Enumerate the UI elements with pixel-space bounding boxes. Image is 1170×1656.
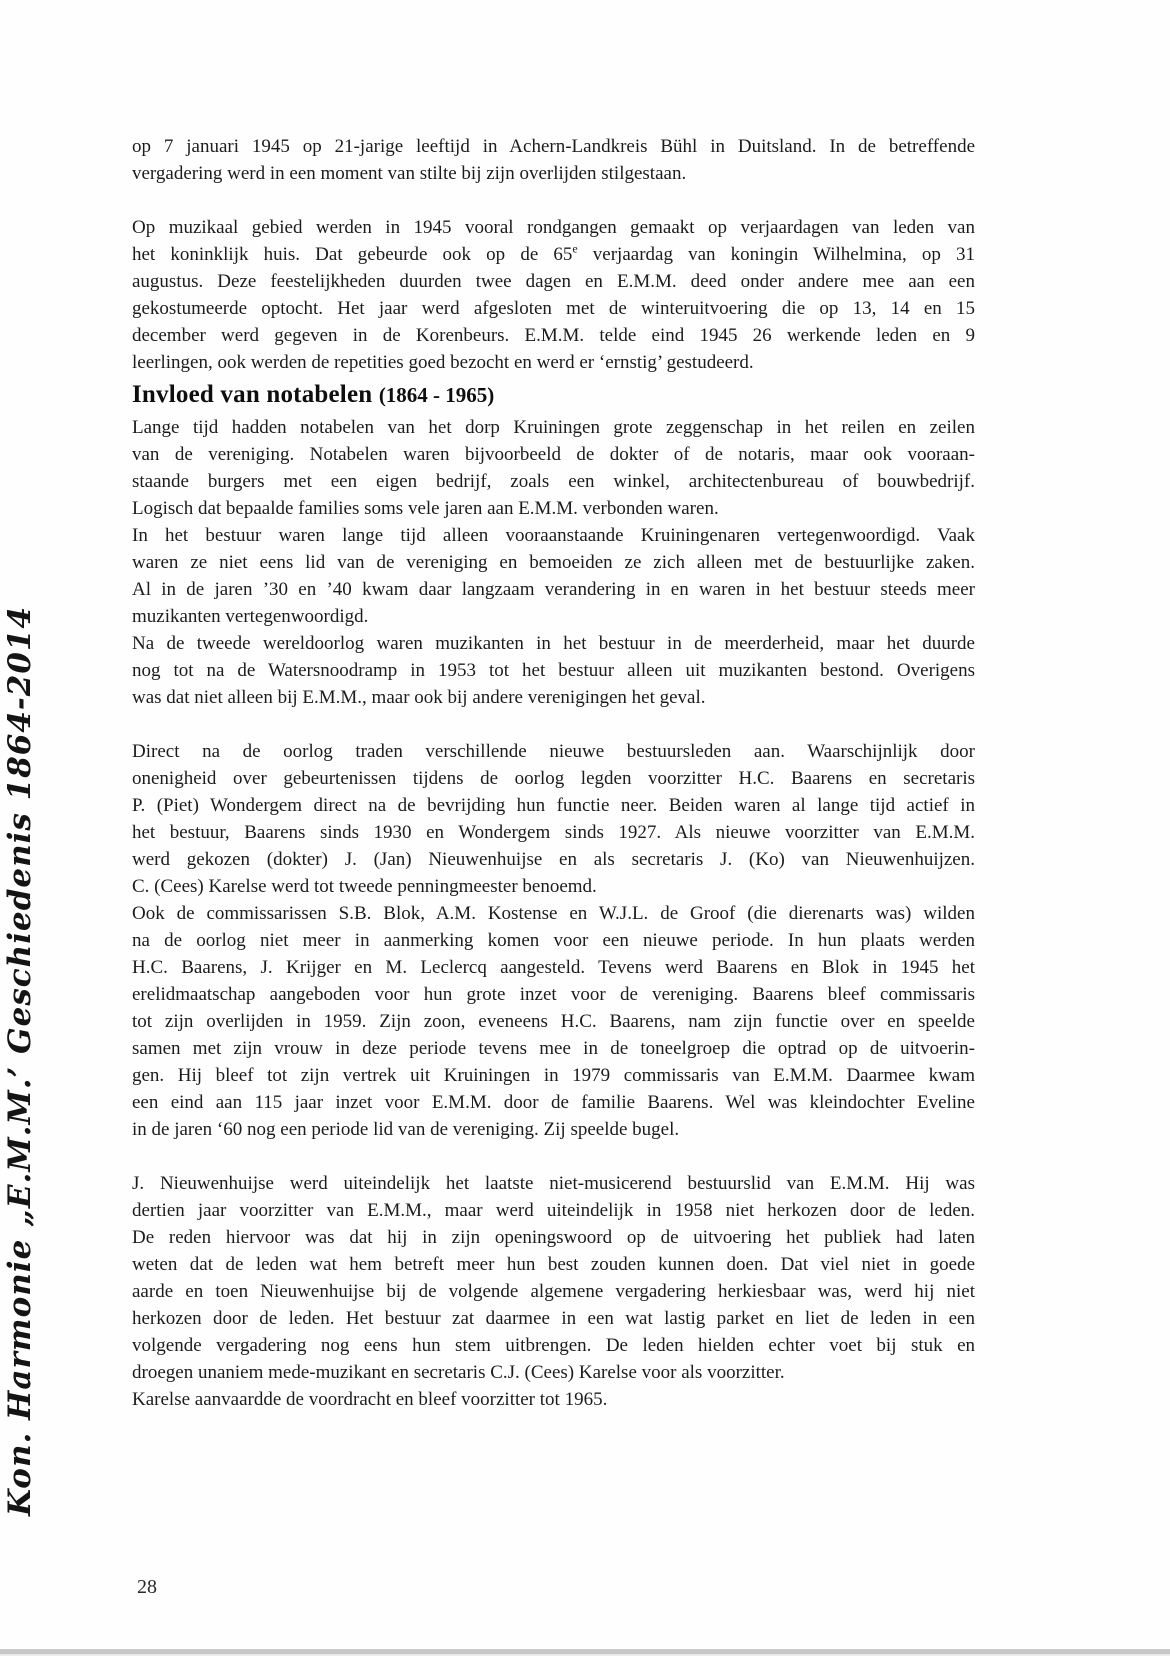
paragraph bbox=[132, 630, 975, 711]
paragraph bbox=[132, 522, 975, 630]
text-line: C. (Cees) Karelse werd tot tweede penningmeester benoemd. bbox=[132, 876, 597, 897]
text-line: een eind aan 115 jaar inzet voor E.M.M. door de familie Baarens. Wel was kleindochter Eveline bbox=[132, 1092, 975, 1113]
section-heading bbox=[132, 378, 975, 414]
text-line: dertien jaar voorzitter van E.M.M., maar werd uiteindelijk in 1958 niet herkozen door de leden. bbox=[132, 1200, 975, 1221]
text-line: Na de tweede wereldoorlog waren muzikanten in het bestuur in de meerderheid, maar het duurde bbox=[132, 633, 975, 654]
text-line: P. (Piet) Wondergem direct na de bevrijding hun functie neer. Beiden waren al lange tijd actief in bbox=[132, 795, 975, 816]
text-block bbox=[132, 133, 975, 1413]
text-line: waren ze niet eens lid van de vereniging en bemoeiden ze zich alleen met de bestuurlijke zaken. bbox=[132, 552, 975, 573]
text-line: Ook de commissarissen S.B. Blok, A.M. Kostense en W.J.L. de Groof (die dierenarts was) wilden bbox=[132, 903, 975, 924]
text-line: Direct na de oorlog traden verschillende nieuwe bestuursleden aan. Waarschijnlijk door bbox=[132, 741, 975, 762]
text-line: gen. Hij bleef tot zijn vertrek uit Kruiningen in 1979 commissaris van E.M.M. Daarmee kwam bbox=[132, 1065, 975, 1086]
paragraph bbox=[132, 900, 975, 1143]
text-line: leerlingen, ook werden de repetities goed bezocht en werd er ‘ernstig’ gestudeerd. bbox=[132, 352, 754, 373]
text-line: Karelse aanvaardde de voordracht en bleef voorzitter tot 1965. bbox=[132, 1389, 608, 1410]
text-line: van de vereniging. Notabelen waren bijvoorbeeld de dokter of de notaris, maar ook vooraan- bbox=[132, 444, 975, 465]
paragraph bbox=[132, 738, 975, 900]
text-line: aarde en toen Nieuwenhuijse bij de volgende algemene vergadering herkiesbaar was, werd hij niet bbox=[132, 1281, 975, 1302]
text-line: onenigheid over gebeurtenissen tijdens de oorlog legden voorzitter H.C. Baarens en secretaris bbox=[132, 768, 975, 789]
paragraph-gap bbox=[132, 1143, 975, 1170]
text-line: J. Nieuwenhuijse werd uiteindelijk het laatste niet-musicerend bestuurslid van E.M.M. Hij was bbox=[132, 1173, 975, 1194]
paragraph bbox=[132, 1170, 975, 1386]
text-line: Op muzikaal gebied werden in 1945 vooral rondgangen gemaakt op verjaardagen van leden van bbox=[132, 217, 975, 238]
section-heading-dates: (1864 - 1965) bbox=[378, 383, 495, 407]
text-line: nog tot na de Watersnoodramp in 1953 tot het bestuur alleen uit muzikanten bestond. Overigens bbox=[132, 660, 975, 681]
page-number: 28 bbox=[137, 1576, 157, 1598]
paragraph-gap bbox=[132, 187, 975, 214]
text-line: Logisch dat bepaalde families soms vele jaren aan E.M.M. verbonden waren. bbox=[132, 498, 719, 519]
paragraph-gap bbox=[132, 711, 975, 738]
text-line: volgende vergadering nog eens hun stem uitbrengen. De leden hielden echter voet bij stuk en bbox=[132, 1335, 975, 1356]
text-line: In het bestuur waren lange tijd alleen vooraanstaande Kruiningenaren vertegenwoordigd. Vaak bbox=[132, 525, 975, 546]
text-line: augustus. Deze feestelijkheden duurden twee dagen en E.M.M. deed onder andere mee aan een bbox=[132, 271, 975, 292]
paragraph bbox=[132, 133, 975, 187]
text-line: tot zijn overlijden in 1959. Zijn zoon, eveneens H.C. Baarens, nam zijn functie over en speelde bbox=[132, 1011, 975, 1032]
superscript: e bbox=[572, 242, 578, 256]
text-line: herkozen door de leden. Het bestuur zat daarmee in een wat lastig parket en liet de leden in een bbox=[132, 1308, 975, 1329]
text-line: samen met zijn vrouw in deze periode tevens mee in de toneelgroep die optrad op de uitvoerin- bbox=[132, 1038, 975, 1059]
text-line: gekostumeerde optocht. Het jaar werd afgesloten met de winteruitvoering die op 13, 14 en 15 bbox=[132, 298, 975, 319]
paragraph bbox=[132, 214, 975, 376]
text-line: erelidmaatschap aangeboden voor hun grote inzet voor de vereniging. Baarens bleef commissaris bbox=[132, 984, 975, 1005]
text-line: was dat niet alleen bij E.M.M., maar ook bij andere verenigingen het geval. bbox=[132, 687, 706, 708]
text-line: Lange tijd hadden notabelen van het dorp Kruiningen grote zeggenschap in het reilen en zeilen bbox=[132, 417, 975, 438]
section-heading-title: Invloed van notabelen bbox=[132, 381, 379, 408]
text-line: H.C. Baarens, J. Krijger en M. Leclercq aangesteld. Tevens werd Baarens en Blok in 1945 het bbox=[132, 957, 975, 978]
text-line: staande burgers met een eigen bedrijf, zoals een winkel, architectenbureau of bouwbedrijf. bbox=[132, 471, 975, 492]
text-line: muzikanten vertegenwoordigd. bbox=[132, 606, 369, 627]
text-line: het koninklijk huis. Dat gebeurde ook op de 65e verjaardag van koningin Wilhelmina, op 31 bbox=[132, 242, 976, 265]
text-line: vergadering werd in een moment van stilte bij zijn overlijden stilgestaan. bbox=[132, 163, 687, 184]
text-line: werd gekozen (dokter) J. (Jan) Nieuwenhuijse en als secretaris J. (Ko) van Nieuwenhuijzen. bbox=[132, 849, 975, 870]
text-line: weten dat de leden wat hem betreft meer hun best zouden kunnen doen. Dat viel niet in goede bbox=[132, 1254, 975, 1275]
text-line: De reden hiervoor was dat hij in zijn openingswoord op de uitvoering het publiek had laten bbox=[132, 1227, 975, 1248]
text-line: droegen unaniem mede-muzikant en secretaris C.J. (Cees) Karelse voor als voorzitter. bbox=[132, 1362, 785, 1383]
paragraph bbox=[132, 1386, 975, 1413]
text-line: op 7 januari 1945 op 21-jarige leeftijd in Achern-Landkreis Bühl in Duitsland. In de betreffende bbox=[132, 136, 975, 157]
paragraph bbox=[132, 414, 975, 522]
text-line: in de jaren ‘60 nog een periode lid van de vereniging. Zij speelde bugel. bbox=[132, 1119, 680, 1140]
text-line: Al in de jaren ’30 en ’40 kwam daar langzaam verandering in en waren in het bestuur steeds meer bbox=[132, 579, 975, 600]
text-line: december werd gegeven in de Korenbeurs. E.M.M. telde eind 1945 26 werkende leden en 9 bbox=[132, 325, 975, 346]
text-line: het bestuur, Baarens sinds 1930 en Wondergem sinds 1927. Als nieuwe voorzitter van E.M.M. bbox=[132, 822, 975, 843]
text-line: na de oorlog niet meer in aanmerking komen voor een nieuwe periode. In hun plaats werden bbox=[132, 930, 975, 951]
vertical-spine-title: Kon. Harmonie „E.M.M.’ Geschiedenis 1864-2014 bbox=[2, 605, 38, 1516]
